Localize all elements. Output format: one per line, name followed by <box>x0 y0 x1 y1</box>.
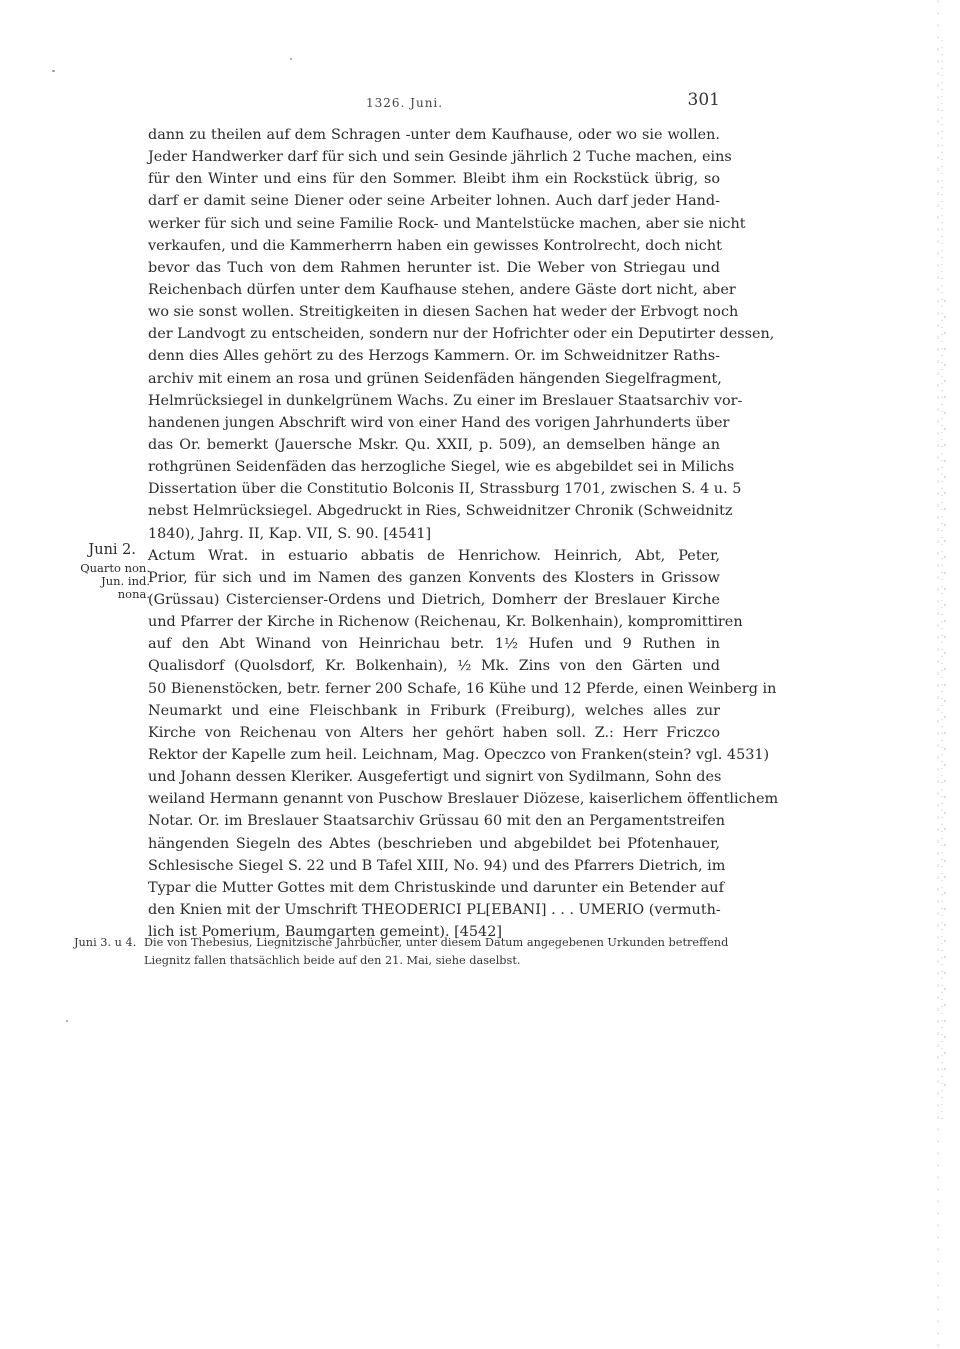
margin-indiction-text: Quarto non. Jun. ind. nona. <box>80 561 150 601</box>
header-date: 1326. Juni. <box>366 96 444 110</box>
text-line: dann zu theilen auf dem Schragen -unter dem Kaufhause, oder wo sie wollen. <box>148 127 720 143</box>
scan-speck <box>290 58 292 60</box>
text-line: bevor das Tuch von dem Rahmen herunter ist. Die Weber von Striegau und <box>148 259 720 276</box>
text-line: Schlesische Siegel S. 22 und B Tafel XIII, No. 94) und des Pfarrers Dietrich, im <box>148 857 726 874</box>
text-line: werker für sich und seine Familie Rock- und Mantelstücke machen, aber sie nicht <box>148 215 746 232</box>
footnote-date-label: Juni 3. u 4. <box>74 936 137 949</box>
text-line: der Landvogt zu entscheiden, sondern nur der Hofrichter oder ein Deputirter dessen, <box>148 326 775 343</box>
text-line: Kirche von Reichenau von Alters her gehört haben soll. Z.: Herr Friczco <box>148 724 720 741</box>
text-line: darf er damit seine Diener oder seine Arbeiter lohnen. Auch darf jeder Hand- <box>148 193 720 210</box>
text-line: Dissertation über die Constitutio Bolconis II, Strassburg 1701, zwischen S. 4 u. 5 <box>148 481 742 498</box>
text-line: wo sie sonst wollen. Streitigkeiten in diesen Sachen hat weder der Erbvogt noch <box>148 304 739 321</box>
text-line: denn dies Alles gehört zu des Herzogs Kammern. Or. im Schweidnitzer Raths- <box>148 348 720 365</box>
text-line: den Knien mit der Umschrift THEODERICI PL[EBANI] . . . UMERIO (vermuth- <box>148 901 721 918</box>
text-line: für den Winter und eins für den Sommer. Bleibt ihm ein Rockstück übrig, so <box>148 171 720 188</box>
body-text <box>148 124 779 943</box>
text-line: Typar die Mutter Gottes mit dem Christuskinde und darunter ein Betender auf <box>148 879 724 896</box>
text-line: 50 Bienenstöcken, betr. ferner 200 Schafe, 16 Kühe und 12 Pferde, einen Weinberg in <box>148 680 777 697</box>
scan-speck <box>66 1020 68 1022</box>
footnote-line: Die von Thebesius, Liegnitzische Jahrbücher, unter diesem Datum angegebenen Urkunden betreffend <box>144 936 729 949</box>
text-line-with-entry-number: 1840), Jahrg. II, Kap. VII, S. 90. [4541] <box>148 525 432 542</box>
text-line: nebst Helmrücksiegel. Abgedruckt in Ries, Schweidnitzer Chronik (Schweidnitz <box>148 503 733 520</box>
text-line: hängenden Siegeln des Abtes (beschrieben und abgebildet bei Pfotenhauer, <box>148 835 720 852</box>
page-header <box>148 90 720 114</box>
page-number: 301 <box>687 90 720 110</box>
text-line: und Pfarrer der Kirche in Richenow (Reichenau, Kr. Bolkenhain), kompromittiren <box>148 614 743 631</box>
text-line: Jeder Handwerker darf für sich und sein Gesinde jährlich 2 Tuche machen, eins <box>148 149 732 166</box>
text-line: Prior, für sich und im Namen des ganzen Konvents des Klosters in Grissow <box>148 569 720 586</box>
text-line: Notar. Or. im Breslauer Staatsarchiv Grüssau 60 mit den an Pergamentstreifen <box>148 813 726 830</box>
text-line: das Or. bemerkt (Jauersche Mskr. Qu. XXII, p. 509), an demselben hänge an <box>148 436 720 453</box>
text-line: verkaufen, und die Kammerherrn haben ein gewisses Kontrolrecht, doch nicht <box>148 237 722 254</box>
text-line: weiland Hermann genannt von Puschow Breslauer Diözese, kaiserlichem öffentlichem <box>148 791 779 808</box>
text-line: Reichenbach dürfen unter dem Kaufhause stehen, andere Gäste dort nicht, aber <box>148 281 736 298</box>
text-line: Actum Wrat. in estuario abbatis de Henrichow. Heinrich, Abt, Peter, <box>148 547 720 564</box>
text-line: archiv mit einem an rosa und grünen Seidenfäden hängenden Siegelfragment, <box>148 370 722 387</box>
margin-date: Juni 2. <box>88 542 136 558</box>
scan-edge-artifact <box>932 0 960 1349</box>
text-line: und Johann dessen Kleriker. Ausgefertigt und signirt von Sydilmann, Sohn des <box>148 769 722 786</box>
text-line: Qualisdorf (Quolsdorf, Kr. Bolkenhain), ½ Mk. Zins von den Gärten und <box>148 658 720 675</box>
margin-indiction <box>70 562 150 601</box>
text-line: (Grüssau) Cistercienser-Ordens und Dietrich, Domherr der Breslauer Kirche <box>148 591 720 608</box>
text-line-with-entry-number: lich ist Pomerium, Baumgarten gemeint). [4542] <box>148 924 502 941</box>
text-line: Helmrücksiegel in dunkelgrünem Wachs. Zu einer im Breslauer Staatsarchiv vor- <box>148 392 743 409</box>
text-line: handenen jungen Abschrift wird von einer Hand des vorigen Jahrhunderts über <box>148 414 730 431</box>
footnote-line: Liegnitz fallen thatsächlich beide auf den 21. Mai, siehe daselbst. <box>144 954 521 967</box>
text-line: auf den Abt Winand von Heinrichau betr. 1½ Hufen und 9 Ruthen in <box>148 636 720 653</box>
text-line: rothgrünen Seidenfäden das herzogliche Siegel, wie es abgebildet sei in Milichs <box>148 459 735 476</box>
text-line: Neumarkt und eine Fleischbank in Friburk (Freiburg), welches alles zur <box>148 702 720 719</box>
text-line: Rektor der Kapelle zum heil. Leichnam, Mag. Opeczco von Franken(stein? vgl. 4531) <box>148 746 770 763</box>
scan-speck <box>52 70 55 72</box>
